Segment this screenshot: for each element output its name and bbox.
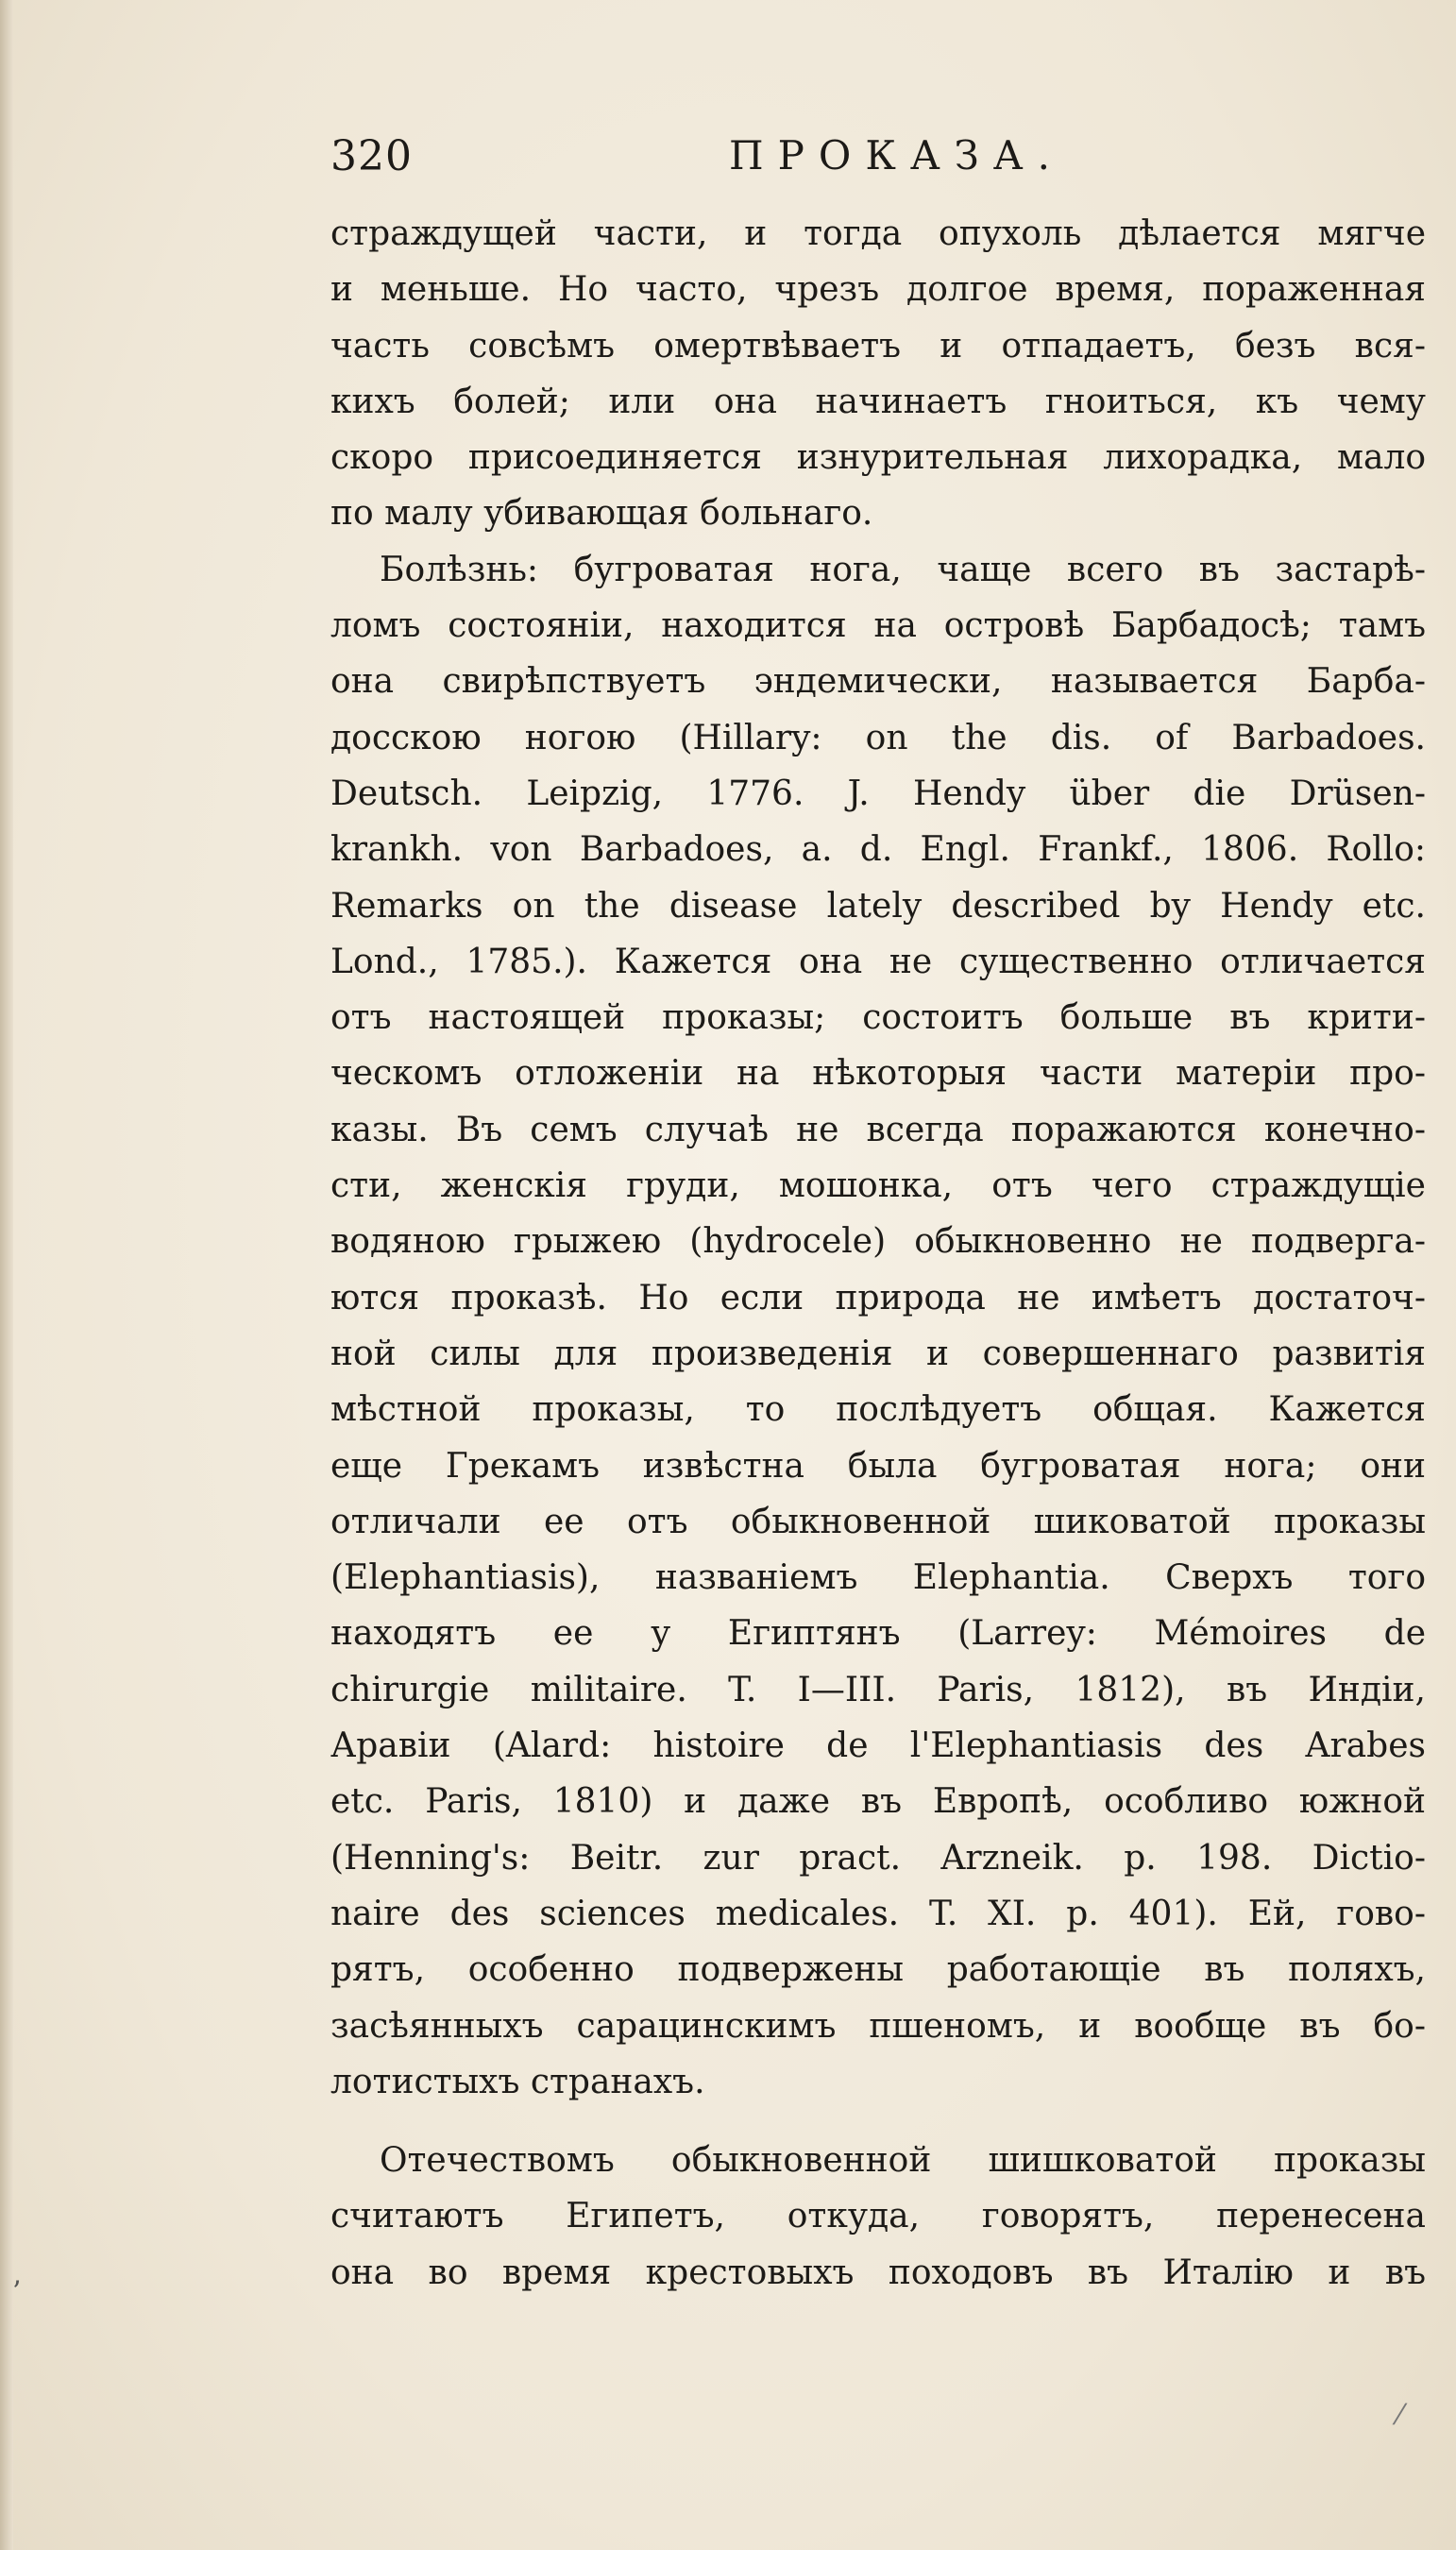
text-line: Болѣзнь: бугроватая нога, чаще всего въ застарѣ-: [380, 550, 1426, 589]
text-line: ломъ состояніи, находится на островѣ Барбадосѣ; тамъ: [330, 606, 1426, 646]
text-line: лотистыхъ странахъ.: [330, 2062, 705, 2101]
margin-mark: ʼ: [11, 2276, 21, 2309]
text-line: считаютъ Египетъ, откуда, говорятъ, перенесена: [330, 2197, 1426, 2236]
paragraph: [330, 2133, 1426, 2301]
text-line: Deutsch. Leipzig, 1776. J. Hendy über die Drüsen-: [330, 774, 1426, 813]
text-line: находятъ ее у Египтянъ (Larrey: Mémoires de: [330, 1614, 1426, 1654]
text-line: кихъ болей; или она начинаетъ гноиться, къ чему: [330, 382, 1426, 421]
text-line: отъ настоящей проказы; состоитъ больше въ крити-: [330, 998, 1426, 1038]
paragraph: [330, 542, 1426, 2110]
text-line: chirurgie militaire. T. I—III. Paris, 1812), въ Индіи,: [330, 1670, 1426, 1709]
page-binding-edge: [0, 0, 13, 2550]
text-line: досскою ногою (Hillary: on the dis. of Barbadoes.: [330, 718, 1426, 757]
text-line: мѣстной проказы, то послѣдуетъ общая. Кажется: [330, 1390, 1426, 1430]
text-line: Аравіи (Alard: histoire de l'Elephantiasis des Arabes: [330, 1726, 1426, 1766]
text-line: ются проказѣ. Но если природа не имѣетъ достаточ-: [330, 1278, 1426, 1318]
page-header: [330, 132, 1426, 189]
text-line: сти, женскія груди, мошонка, отъ чего страждущіе: [330, 1166, 1426, 1206]
text-line: водяною грыжею (hydrocele) обыкновенно не подверга-: [330, 1222, 1426, 1262]
text-line: еще Грекамъ извѣстна была бугроватая нога; они: [330, 1446, 1426, 1486]
text-line: naire des sciences medicales. T. XI. p. 401). Ей, гово-: [330, 1894, 1426, 1933]
text-line: Remarks on the disease lately described by Hendy etc.: [330, 886, 1426, 926]
text-line: казы. Въ семъ случаѣ не всегда поражаются конечно-: [330, 1110, 1426, 1149]
margin-mark: ⁄: [1397, 2399, 1403, 2432]
text-line: и меньше. Но часто, чрезъ долгое время, пораженная: [330, 270, 1426, 310]
running-title: ПРОКАЗА.: [729, 132, 1064, 178]
text-line: по малу убивающая больнаго.: [330, 494, 873, 534]
text-line: страждущей части, и тогда опухоль дѣлается мягче: [330, 214, 1426, 253]
text-line: ческомъ отложеніи на нѣкоторыя части матеріи про-: [330, 1054, 1426, 1094]
text-line: (Henning's: Beitr. zur pract. Arzneik. p. 198. Dictio-: [330, 1838, 1426, 1878]
text-line: засѣянныхъ сарацинскимъ пшеномъ, и вообще въ бо-: [330, 2006, 1426, 2046]
text-line: Lond., 1785.). Кажется она не существенно отличается: [330, 942, 1426, 981]
text-line: она во время крестовыхъ походовъ въ Италію и въ: [330, 2252, 1426, 2292]
text-line: krankh. von Barbadoes, a. d. Engl. Frankf., 1806. Rollo:: [330, 830, 1426, 870]
text-line: (Elephantiasis), названіемъ Elephantia. Сверхъ того: [330, 1558, 1426, 1598]
text-line: скоро присоединяется изнурительная лихорадка, мало: [330, 438, 1426, 478]
body-text: [330, 206, 1426, 2301]
text-line: ной силы для произведенія и совершеннаго развитія: [330, 1334, 1426, 1373]
page-number: 320: [330, 132, 413, 180]
text-line: рятъ, особенно подвержены работающіе въ поляхъ,: [330, 1950, 1426, 1990]
text-line: отличали ее отъ обыкновенной шиковатой проказы: [330, 1502, 1426, 1541]
text-line: etc. Paris, 1810) и даже въ Европѣ, особливо южной: [330, 1782, 1426, 1822]
text-line: Отечествомъ обыкновенной шишковатой проказы: [380, 2141, 1426, 2181]
paragraph: [330, 206, 1426, 542]
text-line: она свирѣпствуетъ эндемически, называется Барба-: [330, 662, 1426, 702]
text-line: часть совсѣмъ омертвѣваетъ и отпадаетъ, безъ вся-: [330, 326, 1426, 366]
